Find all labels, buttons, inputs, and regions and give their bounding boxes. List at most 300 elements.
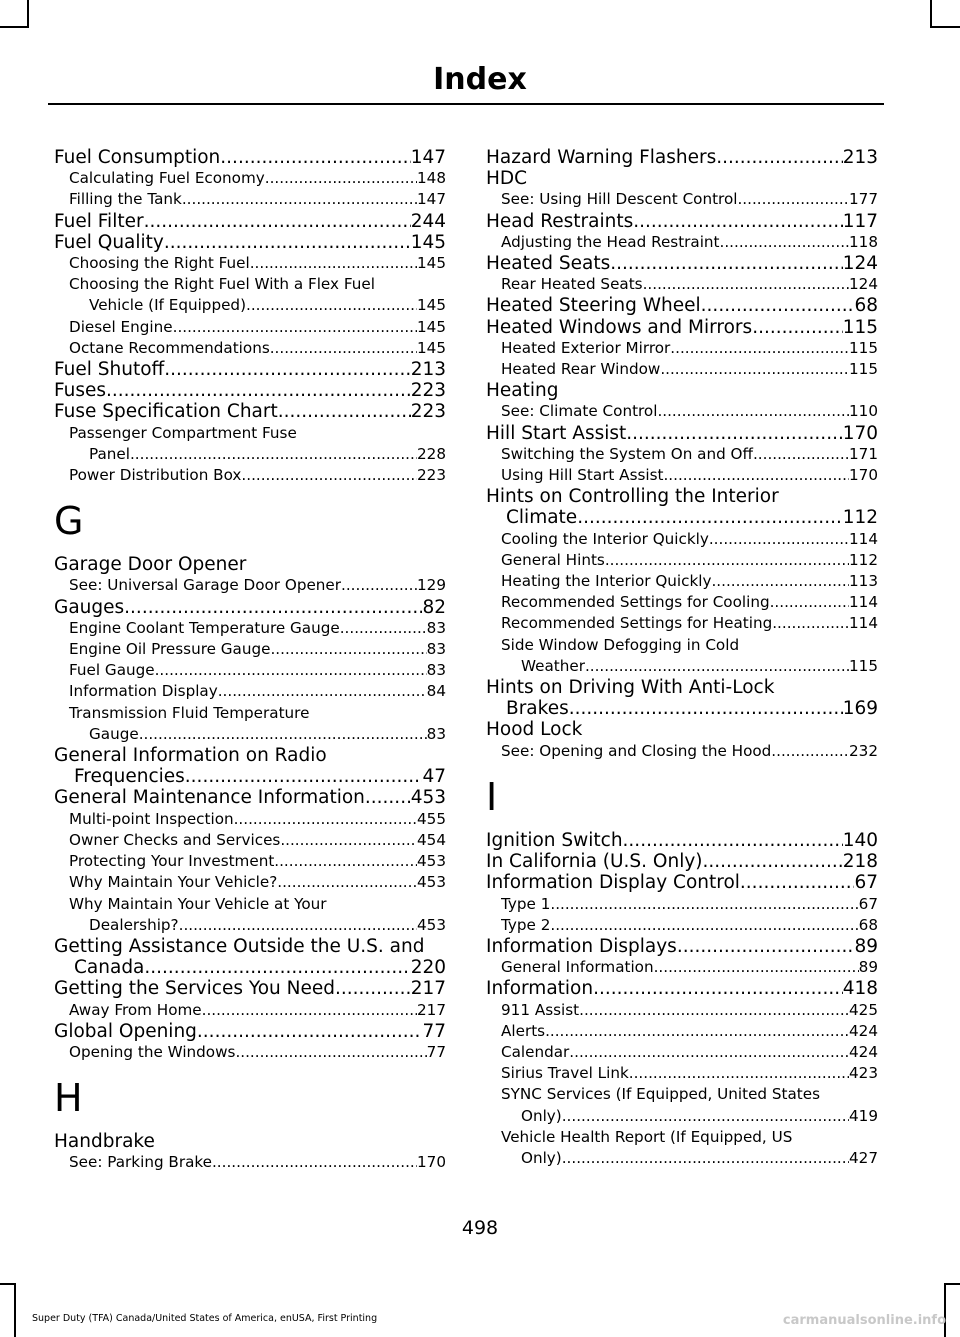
entry-continuation: Dealership? <box>89 915 179 934</box>
entry-text: Fuel Gauge <box>69 661 155 680</box>
dot-leader <box>212 1152 417 1173</box>
index-subentry[interactable] <box>486 359 878 380</box>
entry-text: Transmission Fluid Temperature <box>69 703 310 722</box>
page-reference: 217 <box>410 978 446 1000</box>
entry-text: Octane Recommendations <box>69 338 270 357</box>
page-reference: 213 <box>842 147 878 168</box>
entry-text: Power Distribution Box <box>69 466 242 485</box>
index-subentry[interactable] <box>486 1042 878 1063</box>
page-reference: 169 <box>842 698 878 720</box>
dot-leader <box>155 660 427 681</box>
dot-leader <box>711 571 849 592</box>
entry-text: Garage Door Opener <box>54 554 247 576</box>
entry-text: Multi-point Inspection <box>69 809 234 828</box>
index-subentry[interactable] <box>486 232 878 253</box>
page-reference: 114 <box>849 614 878 633</box>
entry-text: In California (U.S. Only) <box>486 851 703 873</box>
entry-text: Passenger Compartment Fuse <box>69 423 297 442</box>
index-subentry[interactable] <box>486 465 878 486</box>
page-reference: 170 <box>842 422 878 444</box>
dot-leader <box>185 766 423 787</box>
entry-text: Recommended Settings for Cooling <box>501 593 770 612</box>
page-reference: 114 <box>849 593 878 612</box>
dot-leader <box>179 915 417 936</box>
index-subentry[interactable] <box>54 575 446 596</box>
page-reference: 145 <box>417 338 446 357</box>
dot-leader <box>716 147 842 168</box>
index-entry[interactable] <box>54 147 446 168</box>
page-reference: 47 <box>422 766 446 788</box>
page-reference: 115 <box>849 338 878 357</box>
index-subentry[interactable] <box>486 274 878 295</box>
dot-leader <box>753 444 849 465</box>
index-subentry[interactable] <box>486 957 878 978</box>
index-subentry[interactable] <box>54 317 446 338</box>
index-subentry[interactable] <box>486 1063 878 1084</box>
index-subentry[interactable] <box>486 1127 878 1169</box>
page-reference: 115 <box>849 360 878 379</box>
index-entry[interactable] <box>54 745 446 787</box>
index-subentry[interactable] <box>54 703 446 745</box>
dot-leader <box>235 1042 426 1063</box>
entry-text: See: Using Hill Descent Control <box>501 190 738 209</box>
page-reference: 77 <box>422 1020 446 1042</box>
dot-leader <box>335 978 411 999</box>
index-subentry[interactable] <box>486 1021 878 1042</box>
crop-mark <box>944 1283 960 1285</box>
index-entry[interactable] <box>54 597 446 618</box>
index-subentry[interactable] <box>54 253 446 274</box>
page-reference: 140 <box>842 829 878 851</box>
dot-leader <box>340 618 427 639</box>
index-subentry[interactable] <box>54 660 446 681</box>
dot-leader <box>365 787 411 808</box>
entry-continuation: Panel <box>89 444 130 463</box>
page-reference: 68 <box>858 915 878 934</box>
page-reference: 145 <box>410 231 446 253</box>
entry-text: Vehicle Health Report (If Equipped, US <box>501 1127 793 1146</box>
index-column-left <box>54 147 446 1174</box>
dot-leader <box>341 575 417 596</box>
entry-text: Alerts <box>501 1021 546 1040</box>
entry-text: Fuses <box>54 380 107 402</box>
page-reference: 223 <box>410 380 446 402</box>
page-reference: 453 <box>417 852 446 871</box>
dot-leader <box>709 529 849 550</box>
page-reference: 82 <box>422 596 446 618</box>
entry-text: Information Displays <box>486 935 677 957</box>
entry-text: Diesel Engine <box>69 317 173 336</box>
index-subentry[interactable] <box>486 338 878 359</box>
index-entry[interactable] <box>486 830 878 851</box>
index-subentry[interactable] <box>54 681 446 702</box>
entry-text: Ignition Switch <box>486 829 623 851</box>
entry-text: General Maintenance Information <box>54 787 365 809</box>
entry-text: Heating <box>486 380 559 402</box>
entry-text: Heating the Interior Quickly <box>501 572 712 591</box>
entry-text: Fuel Filter <box>54 210 144 232</box>
entry-text: Engine Coolant Temperature Gauge <box>69 618 340 637</box>
section-letter: G <box>54 499 84 544</box>
index-entry[interactable] <box>54 380 446 401</box>
entry-text: Heated Rear Window <box>501 360 661 379</box>
entry-text: Heated Windows and Mirrors <box>486 316 753 338</box>
entry-continuation: Gauge <box>89 724 139 743</box>
page-reference: 427 <box>849 1148 878 1167</box>
dot-leader <box>657 401 849 422</box>
entry-text: Type 2 <box>501 915 551 934</box>
dot-leader <box>629 1063 849 1084</box>
index-subentry[interactable] <box>486 444 878 465</box>
page-reference: 170 <box>417 1153 446 1172</box>
index-subentry[interactable] <box>54 639 446 660</box>
dot-leader <box>550 894 858 915</box>
crop-mark <box>0 1283 14 1285</box>
index-subentry[interactable] <box>54 274 446 316</box>
page-reference: 83 <box>426 724 446 743</box>
entry-text: Cooling the Interior Quickly <box>501 529 709 548</box>
index-subentry[interactable] <box>486 1000 878 1021</box>
dot-leader <box>660 359 849 380</box>
page-reference: 424 <box>849 1021 878 1040</box>
page-reference: 145 <box>417 296 446 315</box>
entry-text: Recommended Settings for Heating <box>501 614 773 633</box>
index-subentry[interactable] <box>486 915 878 936</box>
entry-text: Fuel Shutoff <box>54 359 165 381</box>
index-subentry[interactable] <box>54 809 446 830</box>
index-subentry[interactable] <box>486 529 878 550</box>
page-reference: 423 <box>849 1064 878 1083</box>
dot-leader <box>106 380 411 401</box>
page-reference: 129 <box>417 576 446 595</box>
page-reference: 177 <box>849 190 878 209</box>
page-reference: 217 <box>417 1000 446 1019</box>
index-entry[interactable] <box>54 936 446 978</box>
page-reference: 147 <box>410 147 446 168</box>
dot-leader <box>130 444 417 465</box>
entry-text: Side Window Defogging in Cold <box>501 635 740 654</box>
dot-leader <box>164 359 410 380</box>
section-letter: H <box>54 1076 83 1121</box>
index-entry[interactable] <box>486 147 878 168</box>
page-reference: 115 <box>842 316 878 338</box>
dot-leader <box>202 1000 417 1021</box>
dot-leader <box>550 915 858 936</box>
index-entry[interactable] <box>486 486 878 528</box>
index-entry[interactable] <box>54 359 446 380</box>
dot-leader <box>144 957 410 978</box>
dot-leader <box>241 465 417 486</box>
page-reference: 84 <box>426 682 446 701</box>
index-subentry[interactable] <box>486 894 878 915</box>
dot-leader <box>246 295 417 316</box>
index-subentry[interactable] <box>54 894 446 936</box>
entry-text: See: Climate Control <box>501 402 658 421</box>
page-reference: 213 <box>410 359 446 381</box>
page-reference: 147 <box>417 190 446 209</box>
dot-leader <box>623 830 843 851</box>
dot-leader <box>139 724 427 745</box>
page-reference: 110 <box>849 402 878 421</box>
page-reference: 170 <box>849 466 878 485</box>
entry-text: Owner Checks and Services <box>69 830 281 849</box>
entry-text: Why Maintain Your Vehicle? <box>69 873 278 892</box>
dot-leader <box>280 830 417 851</box>
index-entry[interactable] <box>54 401 446 422</box>
crop-mark <box>27 0 29 26</box>
watermark: carmanualsonline.info <box>782 1313 946 1328</box>
dot-leader <box>274 851 417 872</box>
index-subentry[interactable] <box>54 189 446 210</box>
entry-text: Getting Assistance Outside the U.S. and <box>54 935 425 957</box>
index-column-right <box>486 147 878 1169</box>
page-reference: 77 <box>426 1042 446 1061</box>
dot-leader <box>265 168 417 189</box>
entry-text: Calendar <box>501 1042 570 1061</box>
entry-text: Head Restraints <box>486 210 634 232</box>
dot-leader <box>605 550 849 571</box>
index-subentry[interactable] <box>486 635 878 677</box>
entry-text: Calculating Fuel Economy <box>69 169 265 188</box>
page-reference: 89 <box>854 935 878 957</box>
entry-text: Gauges <box>54 596 125 618</box>
index-subentry[interactable] <box>486 189 878 210</box>
entry-text: Switching the System On and Off <box>501 444 753 463</box>
entry-text: Hints on Controlling the Interior <box>486 486 779 508</box>
dot-leader <box>562 1106 849 1127</box>
publication-footer: Super Duty (TFA) Canada/United States of America, enUSA, First Printing <box>32 1313 378 1324</box>
dot-leader <box>218 681 427 702</box>
dot-leader <box>270 338 417 359</box>
page-reference: 218 <box>842 851 878 873</box>
entry-continuation: Vehicle (If Equipped) <box>89 296 246 315</box>
index-entry[interactable] <box>54 211 446 232</box>
entry-text: Hood Lock <box>486 719 583 741</box>
dot-leader <box>633 211 842 232</box>
index-entry[interactable] <box>486 380 878 401</box>
entry-continuation: Only) <box>521 1106 562 1125</box>
dot-leader <box>173 317 417 338</box>
header-rule <box>48 103 884 105</box>
page-reference: 223 <box>417 466 446 485</box>
entry-text: General Information <box>501 958 654 977</box>
index-subentry[interactable] <box>486 592 878 613</box>
page-reference: 424 <box>849 1042 878 1061</box>
entry-text: Type 1 <box>501 894 551 913</box>
index-entry[interactable] <box>486 295 878 316</box>
dot-leader <box>593 978 843 999</box>
index-entry[interactable] <box>54 978 446 999</box>
entry-text: Hazard Warning Flashers <box>486 147 717 168</box>
index-entry[interactable] <box>486 872 878 893</box>
dot-leader <box>740 872 855 893</box>
entry-text: Opening the Windows <box>69 1042 236 1061</box>
dot-leader <box>654 957 859 978</box>
page-reference: 68 <box>854 295 878 317</box>
page-reference: 425 <box>849 1000 878 1019</box>
page-title: Index <box>433 62 527 97</box>
index-subentry[interactable] <box>54 851 446 872</box>
entry-text: 911 Assist <box>501 1000 580 1019</box>
dot-leader <box>770 592 849 613</box>
index-subentry[interactable] <box>486 401 878 422</box>
index-subentry[interactable] <box>486 1084 878 1126</box>
page-reference: 83 <box>426 661 446 680</box>
entry-text: Information <box>486 978 594 1000</box>
index-entry[interactable] <box>486 719 878 740</box>
dot-leader <box>278 401 411 422</box>
index-entry[interactable] <box>486 978 878 999</box>
entry-text: See: Parking Brake <box>69 1153 212 1172</box>
page-reference: 83 <box>426 640 446 659</box>
page-reference: 118 <box>849 232 878 251</box>
entry-continuation: Brakes <box>506 698 569 720</box>
index-entry[interactable] <box>486 168 878 189</box>
index-entry[interactable] <box>486 317 878 338</box>
entry-continuation: Climate <box>506 507 578 529</box>
dot-leader <box>144 211 411 232</box>
index-subentry[interactable] <box>54 423 446 465</box>
dot-leader <box>250 253 417 274</box>
crop-mark <box>14 1283 16 1337</box>
index-subentry[interactable] <box>486 550 878 571</box>
entry-text: Filling the Tank <box>69 190 182 209</box>
index-subentry[interactable] <box>54 465 446 486</box>
index-subentry[interactable] <box>54 1000 446 1021</box>
page-reference: 112 <box>849 550 878 569</box>
entry-text: See: Universal Garage Door Opener <box>69 576 342 595</box>
page-reference: 89 <box>858 958 878 977</box>
entry-text: Heated Exterior Mirror <box>501 338 671 357</box>
dot-leader <box>182 189 417 210</box>
entry-text: Information Display <box>69 682 218 701</box>
page-reference: 455 <box>417 809 446 828</box>
index-subentry[interactable] <box>54 168 446 189</box>
entry-text: Global Opening <box>54 1020 197 1042</box>
entry-text: Why Maintain Your Vehicle at Your <box>69 894 327 913</box>
dot-leader <box>737 189 849 210</box>
entry-text: Using Hill Start Assist <box>501 466 664 485</box>
page-reference: 171 <box>849 444 878 463</box>
dot-leader <box>703 851 843 872</box>
index-entry[interactable] <box>486 211 878 232</box>
page-reference: 244 <box>410 210 446 232</box>
dot-leader <box>164 232 411 253</box>
dot-leader <box>663 465 849 486</box>
entry-text: Heated Seats <box>486 253 611 275</box>
entry-text: Heated Steering Wheel <box>486 295 701 317</box>
index-entry[interactable] <box>486 851 878 872</box>
page-reference: 418 <box>842 978 878 1000</box>
page-reference: 453 <box>417 915 446 934</box>
crop-mark <box>930 26 960 28</box>
page-reference: 115 <box>849 656 878 675</box>
entry-text: Sirius Travel Link <box>501 1064 629 1083</box>
entry-text: Protecting Your Investment <box>69 852 275 871</box>
page-reference: 124 <box>842 253 878 275</box>
index-entry[interactable] <box>54 1131 446 1152</box>
dot-leader <box>643 274 849 295</box>
page-reference: 453 <box>410 787 446 809</box>
index-subentry[interactable] <box>54 338 446 359</box>
entry-continuation: Only) <box>521 1148 562 1167</box>
dot-leader <box>670 338 849 359</box>
page-reference: 124 <box>849 275 878 294</box>
entry-text: Engine Oil Pressure Gauge <box>69 640 271 659</box>
page-reference: 220 <box>410 957 446 979</box>
dot-leader <box>577 507 842 528</box>
entry-text: Information Display Control <box>486 872 740 894</box>
entry-text: Choosing the Right Fuel With a Flex Fuel <box>69 275 375 294</box>
index-subentry[interactable] <box>54 872 446 893</box>
dot-leader <box>569 1042 849 1063</box>
entry-text: Hill Start Assist <box>486 422 627 444</box>
page-reference: 228 <box>417 444 446 463</box>
dot-leader <box>569 698 843 719</box>
page-reference: 232 <box>849 741 878 760</box>
entry-text: See: Opening and Closing the Hood <box>501 741 772 760</box>
page-reference: 223 <box>410 401 446 423</box>
dot-leader <box>626 423 842 444</box>
page-reference: 67 <box>858 894 878 913</box>
index-entry[interactable] <box>54 787 446 808</box>
dot-leader <box>270 639 426 660</box>
dot-leader <box>585 656 849 677</box>
index-subentry[interactable] <box>54 1152 446 1173</box>
page-reference: 454 <box>417 830 446 849</box>
dot-leader <box>701 295 855 316</box>
page-number: 498 <box>461 1217 499 1239</box>
entry-text: Choosing the Right Fuel <box>69 254 250 273</box>
index-entry[interactable] <box>54 1021 446 1042</box>
index-entry[interactable] <box>486 936 878 957</box>
index-entry[interactable] <box>54 232 446 253</box>
index-subentry[interactable] <box>486 741 878 762</box>
page-reference: 117 <box>842 210 878 232</box>
dot-leader <box>545 1021 849 1042</box>
entry-text: General Information on Radio <box>54 745 327 767</box>
dot-leader <box>197 1021 423 1042</box>
index-subentry[interactable] <box>54 1042 446 1063</box>
page-reference: 145 <box>417 317 446 336</box>
index-subentry[interactable] <box>486 613 878 634</box>
index-subentry[interactable] <box>486 571 878 592</box>
page-reference: 67 <box>854 872 878 894</box>
entry-text: Handbrake <box>54 1131 155 1153</box>
index-subentry[interactable] <box>54 618 446 639</box>
entry-text: Fuel Quality <box>54 231 164 253</box>
page-reference: 419 <box>849 1106 878 1125</box>
index-entry[interactable] <box>486 423 878 444</box>
page-reference: 114 <box>849 529 878 548</box>
dot-leader <box>277 872 417 893</box>
index-subentry[interactable] <box>54 830 446 851</box>
dot-leader <box>579 1000 849 1021</box>
index-entry[interactable] <box>54 554 446 575</box>
page-reference: 453 <box>417 873 446 892</box>
page-reference: 148 <box>417 169 446 188</box>
index-entry[interactable] <box>486 253 878 274</box>
page-reference: 83 <box>426 618 446 637</box>
dot-leader <box>220 147 410 168</box>
page-reference: 112 <box>842 507 878 529</box>
crop-mark <box>944 1283 946 1337</box>
index-entry[interactable] <box>486 677 878 719</box>
entry-text: SYNC Services (If Equipped, United States <box>501 1085 821 1104</box>
dot-leader <box>124 597 422 618</box>
entry-text: Getting the Services You Need <box>54 978 335 1000</box>
entry-continuation: Frequencies <box>74 766 185 788</box>
